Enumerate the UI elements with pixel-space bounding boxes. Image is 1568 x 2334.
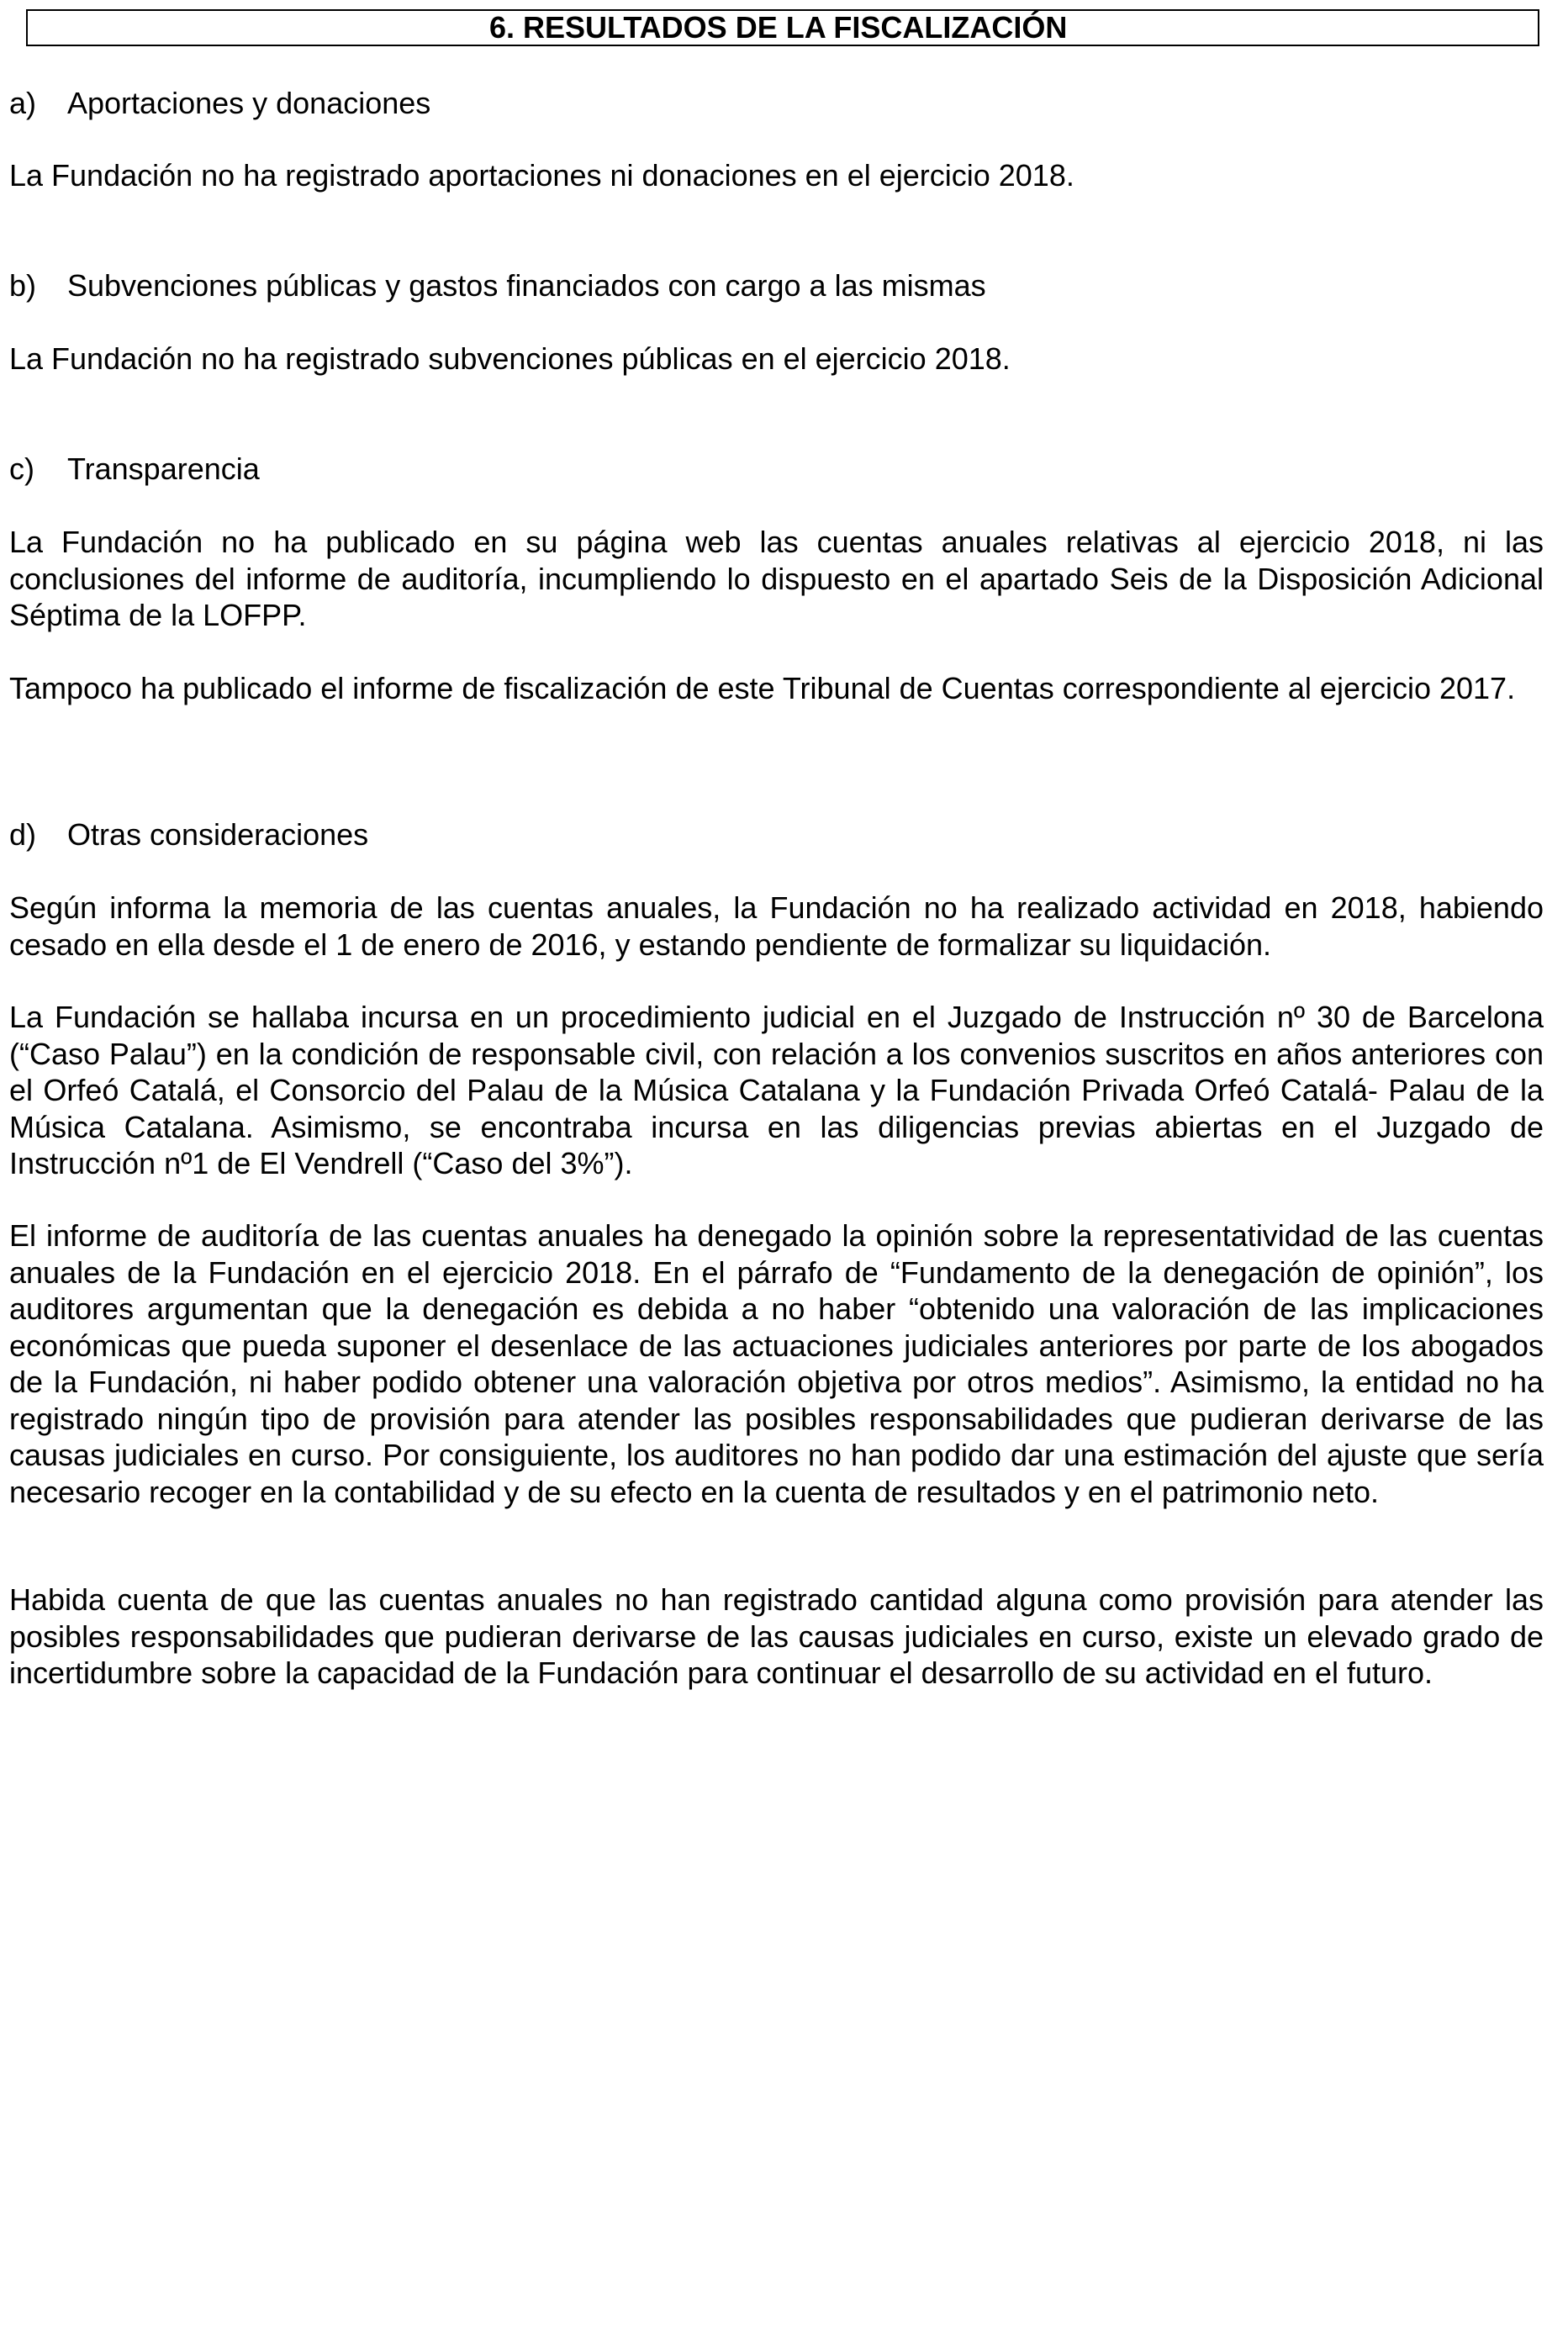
paragraph-a-1: La Fundación no ha registrado aportaciones ni donaciones en el ejercicio 2018. xyxy=(9,158,1074,193)
subsection-d-letter: d) xyxy=(9,817,37,852)
subsection-c-letter: c) xyxy=(9,451,34,486)
subsection-d-title: Otras consideraciones xyxy=(67,817,369,852)
subsection-a-letter: a) xyxy=(9,86,37,120)
paragraph-d-2: La Fundación se hallaba incursa en un procedimiento judicial en el Juzgado de Instrucción nº 30 de Barcelona (“Caso Palau”) en la condición de responsable civil, con relación a los convenios suscritos en años anteriores con el Orfeó Catalá, el Consorcio del Palau de la Música Catalana y la Fundación Privada Orfeó Catalá- Palau de la Música Catalana. Asimismo, se encontraba incursa en las diligencias previas abiertas en el Juzgado de Instrucción nº1 de El Vendrell (“Caso del 3%”). xyxy=(9,1000,1544,1180)
section-header-box xyxy=(26,9,1539,46)
paragraph-c-2: Tampoco ha publicado el informe de fiscalización de este Tribunal de Cuentas correspondiente al ejercicio 2017. xyxy=(9,671,1516,705)
paragraph-b-1: La Fundación no ha registrado subvenciones públicas en el ejercicio 2018. xyxy=(9,341,1011,376)
subsection-a-title: Aportaciones y donaciones xyxy=(67,86,431,120)
subsection-c-heading xyxy=(9,451,260,488)
section-title: 6. RESULTADOS DE LA FISCALIZACIÓN xyxy=(489,10,1068,45)
paragraph-d-1: Según informa la memoria de las cuentas anuales, la Fundación no ha realizado actividad en 2018, habiendo cesado en ella desde el 1 de enero de 2016, y estando pendiente de formalizar su liquidación. xyxy=(9,890,1544,962)
paragraph-d-3: El informe de auditoría de las cuentas anuales ha denegado la opinión sobre la representatividad de las cuentas anuales de la Fundación en el ejercicio 2018. En el párrafo de “Fundamento de la denegación de opinión”, los auditores argumentan que la denegación es debida a no haber “obtenido una valoración de las implicaciones económicas que pueda suponer el desenlace de las actuaciones judiciales anteriores por parte de los abogados de la Fundación, ni haber podido obtener una valoración objetiva por otros medios”. Asimismo, la entidad no ha registrado ningún tipo de provisión para atender las posibles responsabilidades que pudieran derivarse de las causas judiciales en curso. Por consiguiente, los auditores no han podido dar una estimación del ajuste que sería necesario recoger en la contabilidad y de su efecto en la cuenta de resultados y en el patrimonio neto. xyxy=(9,1218,1544,1509)
paragraph-d-4: Habida cuenta de que las cuentas anuales no han registrado cantidad alguna como provisión para atender las posibles responsabilidades que pudieran derivarse de las causas judiciales en curso, existe un elevado grado de incertidumbre sobre la capacidad de la Fundación para continuar el desarrollo de su actividad en el futuro. xyxy=(9,1582,1544,1690)
subsection-a-heading xyxy=(9,85,430,122)
subsection-c-title: Transparencia xyxy=(67,451,260,486)
subsection-b-title: Subvenciones públicas y gastos financiados con cargo a las mismas xyxy=(67,268,986,303)
subsection-b-letter: b) xyxy=(9,268,37,303)
subsection-b-heading xyxy=(9,267,986,304)
subsection-d-heading xyxy=(9,816,368,853)
paragraph-c-1: La Fundación no ha publicado en su página web las cuentas anuales relativas al ejercicio 2018, ni las conclusiones del informe de auditoría, incumpliendo lo dispuesto en el apartado Seis de la Disposición Adicional Séptima de la LOFPP. xyxy=(9,525,1544,632)
